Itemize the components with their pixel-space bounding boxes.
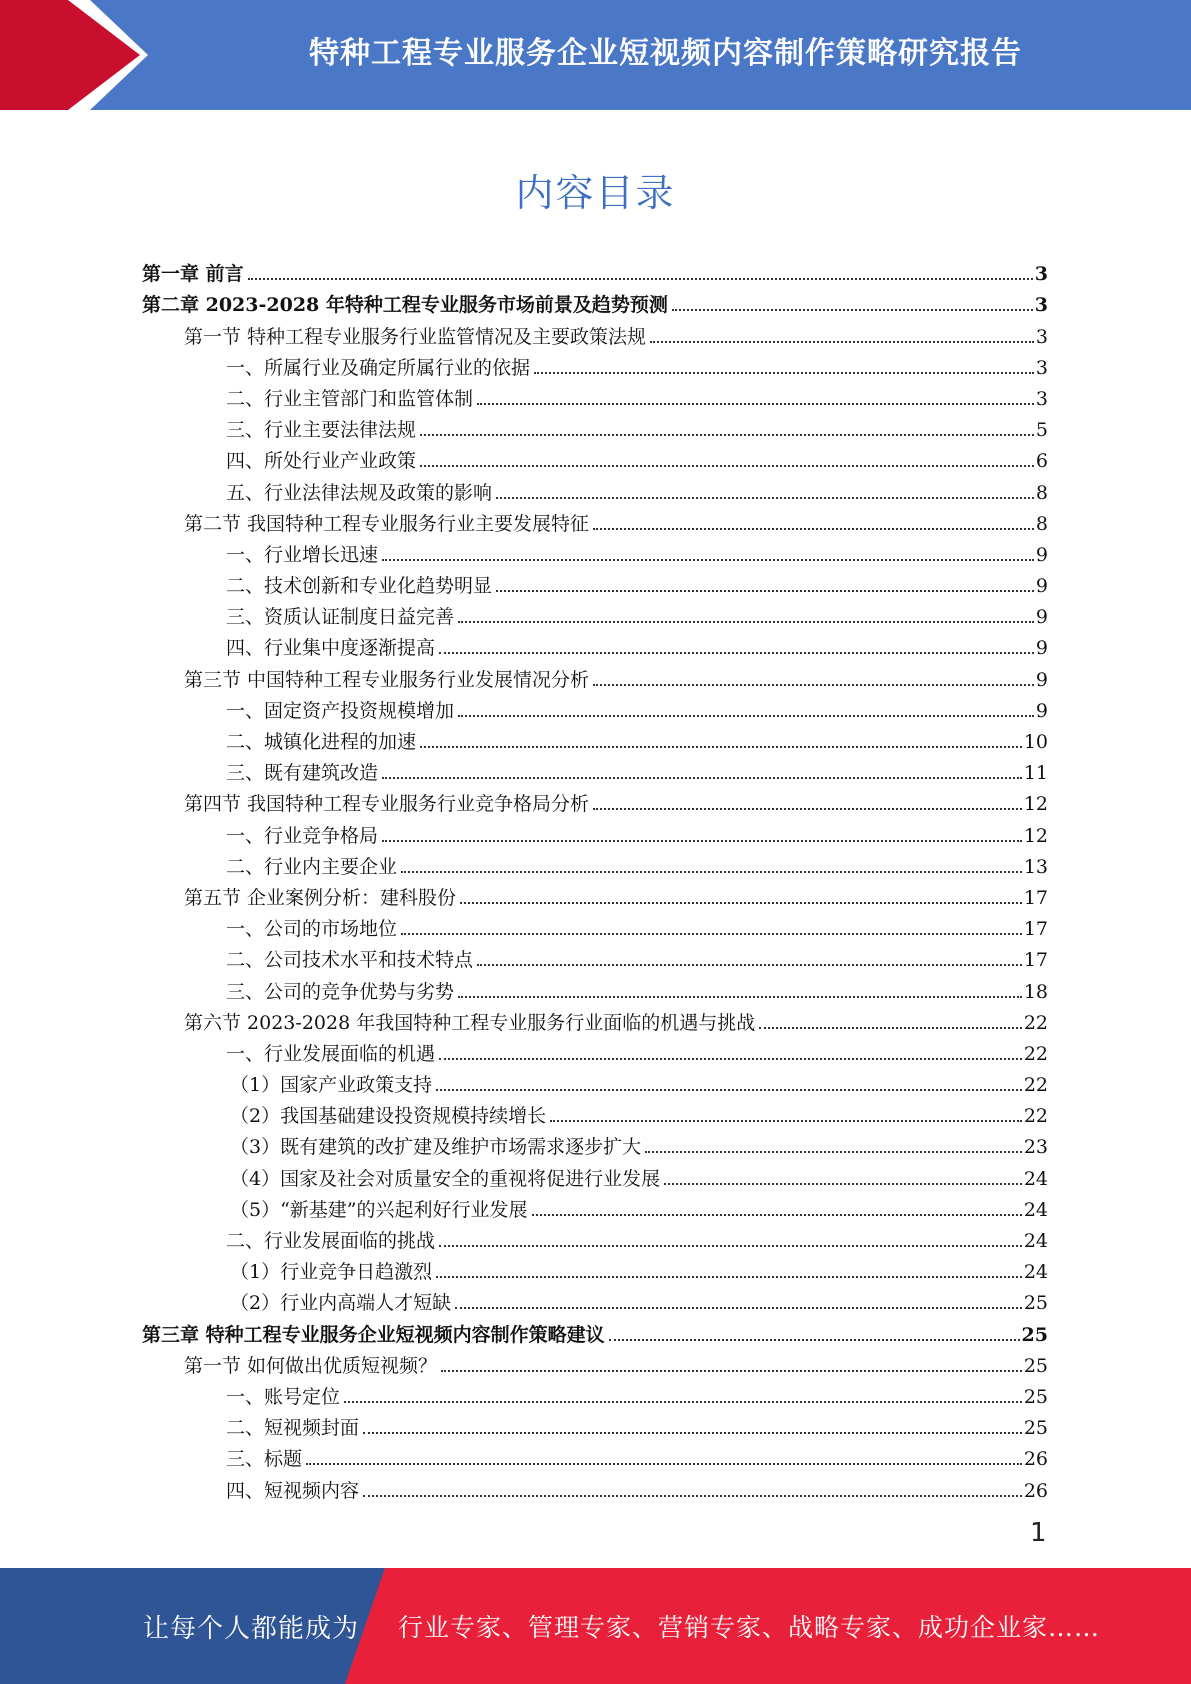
dot-leader (664, 1182, 1022, 1185)
dot-leader (650, 340, 1034, 343)
toc-entry[interactable] (142, 410, 1048, 441)
toc-entry-page: 23 (1023, 1136, 1048, 1159)
toc-entry[interactable] (142, 628, 1048, 659)
footer-slogan-left: 让每个人都能成为 (143, 1613, 360, 1644)
toc-entry-page: 3 (1035, 356, 1048, 379)
dot-leader (439, 651, 1034, 654)
toc-entry-label: 第三节 中国特种工程专业服务行业发展情况分析 (184, 668, 590, 691)
toc-entry[interactable] (142, 1096, 1048, 1127)
toc-entry-page: 3 (1035, 325, 1048, 348)
toc-entry-page: 11 (1023, 762, 1048, 785)
toc-entry-page: 24 (1023, 1261, 1048, 1284)
toc-entry-label: 一、公司的市场地位 (226, 918, 398, 941)
toc-entry-page: 18 (1023, 980, 1048, 1003)
dot-leader (420, 433, 1034, 436)
toc-entry[interactable] (142, 659, 1048, 690)
toc-entry-label: 第三章 特种工程专业服务企业短视频内容制作策略建议 (142, 1323, 605, 1346)
dot-leader (496, 589, 1034, 592)
toc-entry-label: （1）行业竞争日趋激烈 (230, 1261, 433, 1284)
toc-entry-label: 一、行业竞争格局 (226, 824, 379, 847)
toc-entry-page: 9 (1035, 699, 1048, 722)
toc-entry-label: （1）国家产业政策支持 (230, 1074, 433, 1097)
toc-entry-label: 三、标题 (226, 1448, 303, 1471)
toc-entry-page: 24 (1023, 1167, 1048, 1190)
toc-entry-label: 一、固定资产投资规模增加 (226, 699, 455, 722)
toc-entry-label: 二、技术创新和专业化趋势明显 (226, 575, 493, 598)
dot-leader (248, 277, 1033, 280)
dot-leader (401, 870, 1022, 873)
toc-entry[interactable] (142, 441, 1048, 472)
toc-entry-label: 二、行业内主要企业 (226, 855, 398, 878)
toc-entry-label: 一、所属行业及确定所属行业的依据 (226, 356, 531, 379)
toc-entry-label: 一、行业发展面临的机遇 (226, 1042, 436, 1065)
toc-entry[interactable] (142, 472, 1048, 503)
dot-leader (458, 995, 1022, 998)
toc-entry-label: 三、资质认证制度日益完善 (226, 606, 455, 629)
toc-entry-page: 25 (1021, 1323, 1048, 1346)
toc-entry-label: 一、账号定位 (226, 1385, 341, 1408)
dot-leader (455, 1306, 1022, 1309)
toc-entry-page: 12 (1023, 824, 1048, 847)
toc-entry-page: 25 (1023, 1385, 1048, 1408)
toc-entry-page: 8 (1035, 512, 1048, 535)
toc-entry-page: 9 (1035, 668, 1048, 691)
dot-leader (439, 1244, 1022, 1247)
toc-entry[interactable] (142, 1158, 1048, 1189)
toc-entry[interactable] (142, 1470, 1048, 1501)
dot-leader (436, 1088, 1022, 1091)
dot-leader (420, 464, 1034, 467)
dot-leader (645, 1150, 1022, 1153)
toc-entry-page: 25 (1023, 1417, 1048, 1440)
toc-entry-label: 第五节 企业案例分析：建科股份 (184, 886, 457, 909)
toc-entry-label: 第二章 2023-2028 年特种工程专业服务市场前景及趋势预测 (142, 294, 668, 317)
toc-entry-label: 第一节 如何做出优质短视频？ (184, 1354, 438, 1377)
toc-entry-label: （2）我国基础建设投资规模持续增长 (230, 1105, 547, 1128)
dot-leader (593, 683, 1034, 686)
toc-entry-label: 第一章 前言 (142, 263, 244, 286)
page-number: 1 (1030, 1518, 1047, 1548)
toc-entry-label: （2）行业内高端人才短缺 (230, 1292, 452, 1315)
toc-entry-page: 17 (1023, 886, 1048, 909)
toc-entry-label: 第六节 2023-2028 年我国特种工程专业服务行业面临的机遇与挑战 (184, 1011, 756, 1034)
toc-entry[interactable] (142, 878, 1048, 909)
toc-entry[interactable] (142, 535, 1048, 566)
toc-entry-label: 四、短视频内容 (226, 1479, 360, 1502)
toc-entry[interactable] (142, 597, 1048, 628)
toc-entry-page: 6 (1035, 450, 1048, 473)
dot-leader (593, 807, 1022, 810)
dot-leader (550, 1119, 1022, 1122)
toc-entry-page: 26 (1023, 1448, 1048, 1471)
toc-entry-label: 三、行业主要法律法规 (226, 419, 417, 442)
toc-entry-label: （4）国家及社会对质量安全的重视将促进行业发展 (230, 1167, 661, 1190)
toc-entry-label: 一、行业增长迅速 (226, 543, 379, 566)
toc-entry-label: 第一节 特种工程专业服务行业监管情况及主要政策法规 (184, 325, 647, 348)
toc-entry[interactable] (142, 1346, 1048, 1377)
toc-entry-page: 3 (1035, 387, 1048, 410)
footer-slogan-right: 行业专家、管理专家、营销专家、战略专家、成功企业家…… (398, 1613, 1101, 1642)
dot-leader (363, 1431, 1022, 1434)
toc-entry[interactable] (142, 1190, 1048, 1221)
toc-entry[interactable] (142, 566, 1048, 597)
toc-entry[interactable] (142, 1127, 1048, 1158)
dot-leader (477, 402, 1034, 405)
dot-leader (382, 558, 1034, 561)
toc-entry[interactable] (142, 909, 1048, 940)
dot-leader (759, 1026, 1022, 1029)
toc-entry[interactable] (142, 847, 1048, 878)
dot-leader (672, 308, 1033, 311)
toc-entry-label: 二、城镇化进程的加速 (226, 731, 417, 753)
toc-entry-page: 25 (1023, 1292, 1048, 1315)
header-banner (0, 0, 1191, 110)
chevron-arrow-icon (0, 0, 160, 110)
toc-entry[interactable] (142, 753, 1048, 784)
toc-entry-page: 10 (1023, 731, 1048, 753)
toc-entry[interactable] (142, 784, 1048, 815)
dot-leader (344, 1400, 1022, 1403)
toc-entry-page: 3 (1034, 263, 1048, 286)
toc-entry-page: 25 (1023, 1354, 1048, 1377)
toc-entry[interactable] (142, 285, 1048, 316)
toc-entry-label: 二、行业主管部门和监管体制 (226, 387, 474, 410)
toc-entry-page: 13 (1023, 855, 1048, 878)
toc-entry[interactable] (142, 940, 1048, 971)
toc-entry-page: 9 (1035, 637, 1048, 660)
toc-entry[interactable] (142, 1377, 1048, 1408)
toc-entry-label: 第二节 我国特种工程专业服务行业主要发展特征 (184, 512, 590, 535)
toc-entry[interactable] (142, 722, 1048, 753)
dot-leader (441, 1369, 1022, 1372)
footer-banner (0, 1568, 1191, 1684)
toc-entry-page: 9 (1035, 606, 1048, 629)
toc-entry-page: 22 (1023, 1042, 1048, 1065)
toc-entry[interactable] (142, 379, 1048, 410)
toc-entry[interactable] (142, 1065, 1048, 1096)
dot-leader (382, 776, 1022, 779)
toc-entry-page: 26 (1023, 1479, 1048, 1502)
dot-leader (382, 839, 1022, 842)
toc-entry[interactable] (142, 1439, 1048, 1470)
toc-entry[interactable] (142, 1221, 1048, 1252)
toc-entry-page: 9 (1035, 575, 1048, 598)
toc-entry-page: 24 (1023, 1198, 1048, 1221)
toc-entry-label: 二、公司技术水平和技术特点 (226, 949, 474, 972)
toc-entry-label: 二、行业发展面临的挑战 (226, 1230, 436, 1252)
dot-leader (458, 620, 1034, 623)
toc-entry-label: （5）“新基建”的兴起利好行业发展 (230, 1198, 528, 1221)
toc-entry-label: 四、所处行业产业政策 (226, 450, 417, 473)
toc-entry-page: 22 (1023, 1074, 1048, 1097)
toc-entry-page: 22 (1023, 1011, 1048, 1034)
dot-leader (363, 1494, 1022, 1497)
toc-entry-page: 3 (1034, 294, 1048, 317)
toc-entry-page: 12 (1023, 793, 1048, 816)
toc-entry-label: 三、既有建筑改造 (226, 762, 379, 785)
table-of-contents (142, 254, 1048, 1502)
report-title: 特种工程专业服务企业短视频内容制作策略研究报告 (309, 36, 1022, 71)
dot-leader (460, 901, 1022, 904)
toc-entry[interactable] (142, 254, 1048, 285)
toc-entry-page: 24 (1023, 1230, 1048, 1252)
toc-entry-page: 8 (1035, 481, 1048, 504)
toc-entry-label: 三、公司的竞争优势与劣势 (226, 980, 455, 1003)
toc-entry[interactable] (142, 691, 1048, 722)
dot-leader (420, 745, 1022, 748)
dot-leader (458, 714, 1034, 717)
dot-leader (439, 1057, 1022, 1060)
toc-entry[interactable] (142, 1314, 1048, 1345)
dot-leader (609, 1338, 1020, 1341)
dot-leader (534, 371, 1034, 374)
toc-entry-label: （3）既有建筑的改扩建及维护市场需求逐步扩大 (230, 1136, 642, 1159)
dot-leader (477, 963, 1022, 966)
toc-heading: 内容目录 (515, 171, 676, 215)
dot-leader (532, 1213, 1022, 1216)
dot-leader (593, 527, 1034, 530)
toc-entry[interactable] (142, 1034, 1048, 1065)
toc-entry-label: 四、行业集中度逐渐提高 (226, 637, 436, 660)
toc-entry-label: 第四节 我国特种工程专业服务行业竞争格局分析 (184, 793, 590, 816)
toc-entry-label: 五、行业法律法规及政策的影响 (226, 481, 493, 504)
toc-entry-page: 17 (1023, 918, 1048, 941)
toc-entry-page: 9 (1035, 543, 1048, 566)
toc-entry-page: 22 (1023, 1105, 1048, 1128)
toc-entry[interactable] (142, 316, 1048, 347)
dot-leader (436, 1275, 1022, 1278)
toc-entry-page: 17 (1023, 949, 1048, 972)
dot-leader (306, 1462, 1022, 1465)
toc-entry[interactable] (142, 348, 1048, 379)
toc-entry[interactable] (142, 1003, 1048, 1034)
dot-leader (401, 932, 1022, 935)
dot-leader (496, 496, 1034, 499)
toc-entry[interactable] (142, 1408, 1048, 1439)
toc-entry-label: 二、短视频封面 (226, 1417, 360, 1440)
toc-entry[interactable] (142, 971, 1048, 1002)
toc-entry[interactable] (142, 1283, 1048, 1314)
toc-entry[interactable] (142, 1252, 1048, 1283)
toc-entry-page: 5 (1035, 419, 1048, 442)
toc-entry[interactable] (142, 815, 1048, 846)
toc-entry[interactable] (142, 504, 1048, 535)
